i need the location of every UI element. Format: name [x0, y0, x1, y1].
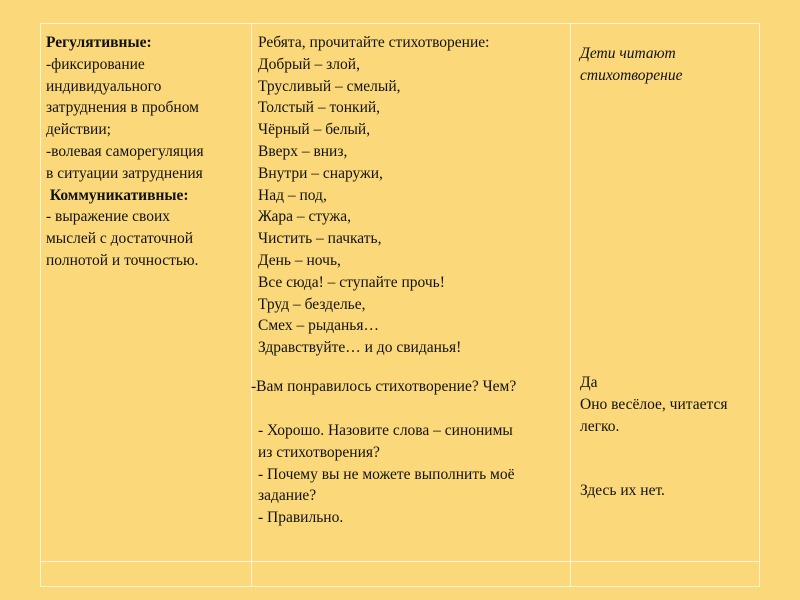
poem-block — [258, 32, 489, 359]
teacher-task — [258, 420, 514, 529]
poem-line: Над – под, — [258, 186, 327, 204]
poem-line: Добрый – злой, — [258, 55, 360, 73]
regulative-heading: Регулятивные: — [46, 34, 152, 51]
regulative-line: индивидуального — [46, 77, 162, 95]
regulative-line: в ситуации затруднения — [46, 164, 203, 182]
communicative-line: полнотой и точностью. — [46, 251, 199, 269]
answer-line: Да — [580, 374, 598, 391]
answer-line: Оно весёлое, читается — [580, 395, 728, 413]
regulative-line: затруднения в пробном — [46, 99, 199, 117]
students-activity — [580, 43, 682, 87]
answer-line: легко. — [580, 417, 620, 435]
task-line: из стихотворения? — [258, 443, 380, 461]
task-line: - Правильно. — [258, 509, 344, 527]
regulative-line: -волевая саморегуляция — [46, 142, 204, 160]
poem-line: День – ночь, — [258, 251, 341, 269]
communicative-heading: Коммуникативные: — [46, 186, 189, 204]
poem-line: Вверх – вниз, — [258, 142, 348, 160]
activity-line: стихотворение — [580, 66, 683, 84]
answer-line: Здесь их нет. — [580, 482, 665, 499]
poem-line: Жара – стужа, — [258, 208, 351, 226]
column-divider-2 — [570, 24, 571, 586]
regulative-line: -фиксирование — [46, 55, 145, 73]
poem-line: Все сюда! – ступайте прочь! — [258, 273, 445, 291]
students-final-answer — [580, 480, 665, 502]
uud-column — [46, 32, 204, 272]
activity-line: Дети читают — [580, 45, 676, 62]
poem-line: Чёрный – белый, — [258, 121, 371, 139]
communicative-line: - выражение своих — [46, 208, 171, 226]
communicative-line: мыслей с достаточной — [46, 230, 194, 248]
task-line: - Почему вы не можете выполнить моё — [258, 465, 515, 483]
poem-line: Трусливый – смелый, — [258, 77, 401, 95]
poem-line: Чистить – пачкать, — [258, 230, 382, 248]
teacher-question — [251, 376, 516, 398]
row-divider — [41, 561, 759, 562]
poem-line: Смех – рыданья… — [258, 317, 379, 335]
task-line: - Хорошо. Назовите слова – синонимы — [258, 422, 513, 439]
regulative-line: действии; — [46, 121, 111, 139]
question-line: -Вам понравилось стихотворение? Чем? — [251, 378, 517, 395]
column-divider-1 — [251, 24, 252, 586]
poem-line: Здравствуйте… и до свиданья! — [258, 339, 462, 357]
task-line: задание? — [258, 487, 317, 505]
poem-line: Толстый – тонкий, — [258, 99, 381, 117]
poem-line: Внутри – снаружи, — [258, 164, 383, 182]
poem-line: Ребята, прочитайте стихотворение: — [258, 34, 490, 51]
students-answers — [580, 372, 727, 437]
poem-line: Труд – безделье, — [258, 295, 366, 313]
